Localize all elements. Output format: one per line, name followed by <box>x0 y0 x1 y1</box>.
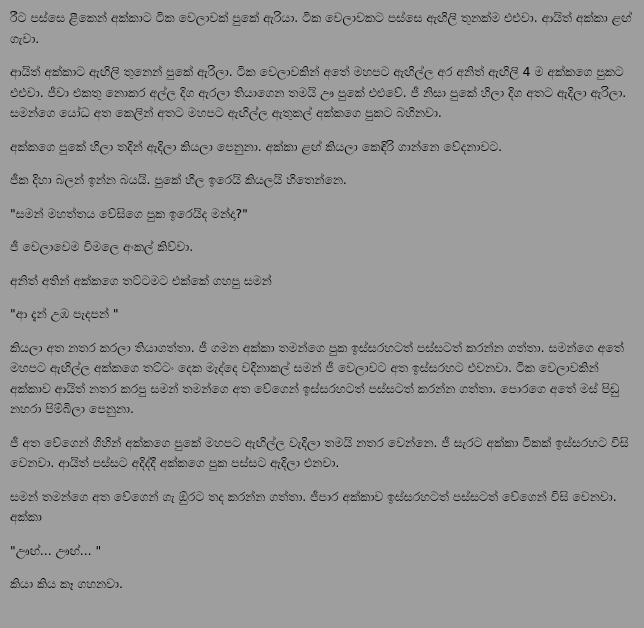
dialogue-line: "ඌඟ්... ඌඟ්... " <box>10 542 102 558</box>
paragraph: කියලා අත නතර කරලා තියාගත්තා. ජී ගමන අක්කා තමන්ගෙ පුක ඉස්සරහටත් පස්සටත් කරන්න ගත්තා. සමන්ගෙ අතේ මහපට ඇඟිල්ල අක්කගෙ තට්ටං දෙක මැද්දෙ වදිනාකල් සමන් ජී වෙලාවට අත ඉස්සරහට එවනවා. ටික වෙලාවකින් අක්කාව ආයිත් නතර කරපු සමන් තමන්ගෙ අත වේගෙන් ඉස්සරහටත් පස්සටත් කරන්න ගත්තා. පොරගෙ අතේ මස් පිඩු නහරා පිම්බිලා පෙනුනා. <box>10 339 628 416</box>
paragraph: අක්කගෙ පුකේ හිලා තදින් ඇදිලා කියලා පෙනුනා. අක්කා ළඟ් කියලා කෙඳිරි ගාන්නෙ වේදනාවට. <box>10 138 503 154</box>
dialogue-line: "සමන් මහත්තය වේසිගෙ පුක ඉරෙයිද මන්දා?" <box>10 205 248 221</box>
paragraph: ජී අත වේගෙන් ගිහින් අක්කගෙ පුකේ මහපට ඇඟිල්ල වැදිලා තමයි නතර වෙන්නෙ. ජී සැරට අක්කා ටිකක් ඉස්සරහට විසි වෙනවා. ආයිත් පස්සට අදිද්දී අක්කගෙ පුක පස්සට ඇදිලා එනවා. <box>10 434 633 470</box>
paragraph: ජීක දිහා බලන් ඉන්න බයයි. පුකේ හිල ඉරෙයි කියලයි හිතෙන්නෙ. <box>10 172 347 187</box>
paragraph: සමන් තමන්ගෙ අත වේගෙන් ගැ ඕුරට තද කරන්න ගත්තා. ජීපාර අක්කාව ඉස්සරහටත් පස්සටත් වේගෙන් විසි වෙනවා. අක්කා <box>10 488 621 524</box>
paragraph: අනිත් අතින් අක්කගෙ තට්ටමට එක්කේ ගහපු සමන් <box>10 272 272 288</box>
paragraph: ආයිත් අක්කාට ඇඟිලි තුනෙන් පුකේ ඇරිලා. ටික වෙලාවකින් අතේ මහපට ඇඟිල්ල අර අනිත් ඇඟිලි 4 ම අක්කගෙ පුකට එළුවා. ජීවා එකතු නොකර අල්ල දිග ඇරලා තියාගෙන තමයි ඌ පුකේ එළුවේ. ජී නිසා පුකේ හිලා දිග අතට ඇදිලා ඇරිලා. සමන්ගෙ යෝධ අත කෙලින් අතට මහපට ඇඟිල්ල ඇතුකල් අක්කගෙ පුකට බහිනවා. <box>10 64 631 120</box>
dialogue-line: "ආ දැන් උඹ පැදපන් " <box>10 306 119 321</box>
paragraph: ජී වෙලාවෙම විමලෙ අංකල් කිව්වා. <box>10 239 194 254</box>
paragraph: රීට පස්සෙ ළීකෙන් අක්කාට ටික වෙලාවක් පුකේ ඇරියා. ටික වෙලාවකට පස්සෙ ඇඟිලි තුනක්ම එළුවා. ආයිත් අක්කා ළඟ් ගැවා. <box>10 10 636 46</box>
paragraph: කියා කිය කෑ ගහනවා. <box>10 576 123 591</box>
